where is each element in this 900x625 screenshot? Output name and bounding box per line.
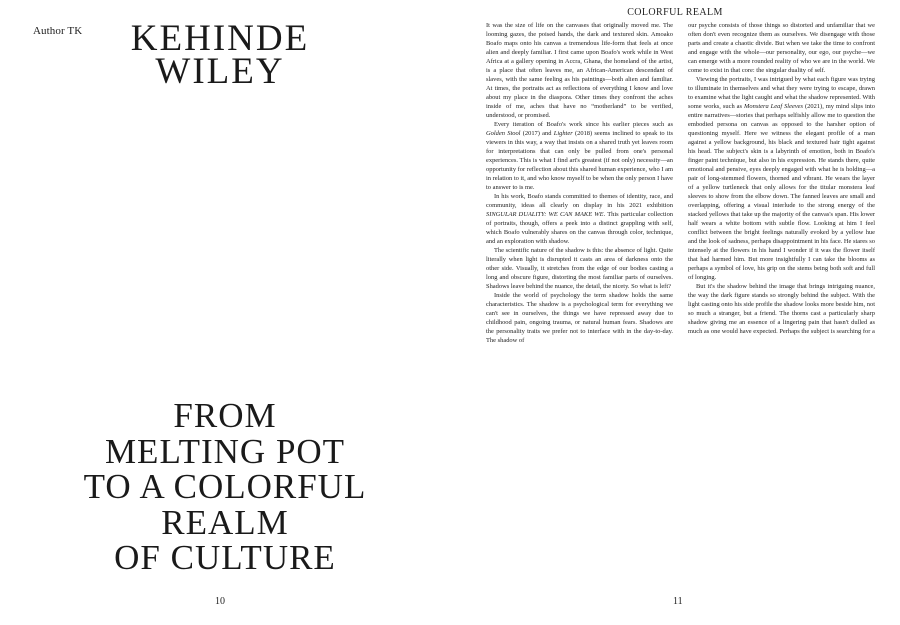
text-run: Viewing the portraits, I was intrigued by what each figure was trying to illuminate in themselves and what they were trying to escape, drawn to examine what the light caught and what the shadow represented. With some works, such as — [688, 76, 875, 110]
paragraph: It was the size of life on the canvases that originally moved me. The looming gazes, the poised hands, the dark and textured skin. Amoako Boafo maps onto his canvas a tremendous life-form that feels at once alien and deeply familiar. I first came upon Boafo's work while in West Africa at a gallery opening in Accra, Ghana, the homeland of the artist, is a place that often leaves me, an African-American descendant of slaves, with the same feeling as his paintings—both alien and familiar. At times, the portraits act as reflections of everything I know and love about my place in the diaspora. Other times they confront the aches inside of me, aches that have no “motherland” to be verified, understood, or promised. — [486, 22, 673, 119]
text-run: (2021), my mind slips into entire narratives—stories that perhaps selfishly allow me to question the embodied persona on canvas as opposed to the harsher option of questioning myself. Here we witness the elegant profile of a man against a yellow background, his black and textured hair tight against his head. The subject's skin is a labyrinth of emotion, both in Boafo's finger paint technique, but also in his expression. He stands there, quite emotional and pensive, eyes deeply engaged with what he is holding—a pair of long-stemmed flowers, thorned and vibrant. He wears the layer of a yellow turtleneck that only allows for the titular monstera leaf sleeves to show from the elbow down. The fanned leaves are small and overlapping, offering a visual interlude to the strong energy of the stacked yellows that take up the majority of the canvas's span. His lower half wears a white bottom with subtle flow. Looking at him I feel conflict between the bright feelings naturally evoked by a yellow hue and the look of sadness, perhaps disappointment in his face. He stares so intensely at the flowers in his hand I wonder if it was the flower itself that had harmed him. But more insightfully I can take the blooms as perhaps a symbol of love, his grip on the stems being both soft and full of longing. — [688, 103, 875, 281]
page-number: 10 — [215, 596, 225, 607]
page-number: 11 — [673, 596, 683, 607]
artwork-title: Monstera Leaf Sleeves — [744, 103, 804, 110]
paragraph — [688, 75, 875, 282]
text-run: In his work, Boafo stands committed to themes of identity, race, and community, ideas all clearly on display in his 2021 exhibition — [486, 193, 673, 209]
running-head: COLORFUL REALM — [627, 7, 723, 18]
text-run: (2018) seems inclined to speak to its viewers in this way, a way that insists on a shared truth yet leaves room for interpretations that can only be pulled from one's personal experiences. This is what I find art's greatest (if not only) necessity—an opportunity for reflection about this shared human experience, who I am in relation to it, and who know myself to be when the only person I have to answer to is me. — [486, 130, 673, 191]
title-line: TO A COLORFUL — [83, 467, 367, 506]
artist-name-line: WILEY — [155, 51, 285, 92]
artwork-title: Lighter — [553, 130, 573, 137]
paragraph: The scientific nature of the shadow is this: the absence of light. Quite literally when light is disrupted it casts an area of darkness onto the other side. Visually, it stretches from the edge of our bodies casting a long and obscure figure, distorting the most familiar parts of ourselves. Shadows leave behind the nuance, the detail, the nicety. So what is left? — [486, 247, 673, 290]
artist-name — [120, 18, 320, 92]
paragraph: our psyche consists of those things so distorted and unfamiliar that we often don't even recognize them as ourselves. We disengage with those parts and create a chaotic divide. But when we take the time to confront and engage with the whole—our personality, our ego, our psyche—we can emerge with a more rounded reality of who we are in the world. We come to exist in that core: the singular duality of self. — [688, 22, 875, 74]
text-column-right — [688, 21, 875, 416]
text-run: (2017) and — [520, 130, 554, 137]
title-line: FROM — [173, 396, 277, 435]
paragraph — [486, 120, 673, 192]
text-column-left — [486, 21, 673, 416]
title-line: MELTING POT — [104, 431, 346, 471]
right-page — [450, 0, 900, 625]
paragraph: Inside the world of psychology the term shadow holds the same characteristics. The shadow is a psychological term for everything we can't see in ourselves, the things we have repressed away due to childhood pain, ongoing trauma, or natural human fears. Shadows are the personality traits we prefer not to interface with in the day-to-day. The shadow of — [486, 292, 673, 344]
title-line: REALM — [161, 502, 289, 542]
paragraph: But it's the shadow behind the image that brings intriguing nuance, the way the dark figure stands so strongly behind the subject. With the light casting onto his side profile the shadow looks more beside him, not so much a stranger, but a friend. The thorns cast a particularly sharp shadow giving me an essence of a lingering pain that hasn't dulled as much as one would have expected. Perhaps the subject is searching for a — [688, 283, 875, 335]
paragraph — [486, 192, 673, 246]
author-tag: Author TK — [33, 25, 83, 37]
artwork-title: Golden Stool — [486, 130, 521, 137]
text-run: . This particular collection of portraits, though, offers a peek into a distinct grappling with self, which Boafo vulnerably shares on the canvas through color, technique, and an exploration with shadow. — [486, 211, 673, 245]
title-line: OF CULTURE — [114, 538, 336, 577]
chapter-title — [60, 398, 390, 576]
exhibition-title: SINGULAR DUALITY: WE CAN MAKE WE — [486, 211, 604, 218]
text-run: Every iteration of Boafo's work since his earlier pieces such as — [494, 121, 673, 128]
artist-name-line: KEHINDE — [130, 18, 310, 59]
